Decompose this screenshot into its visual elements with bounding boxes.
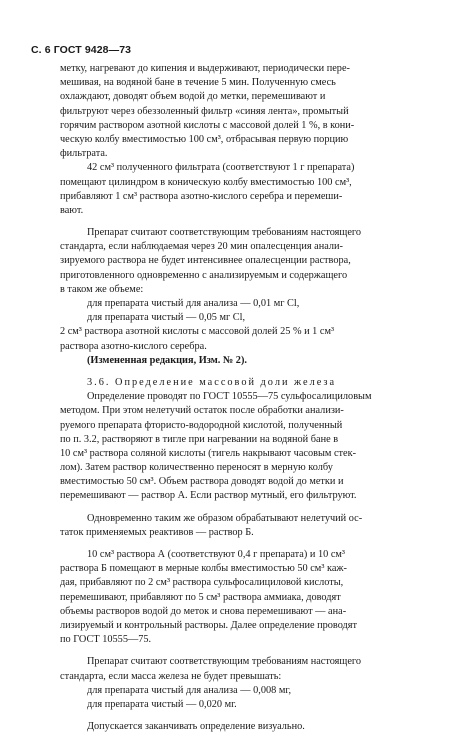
text-line: для препарата чистый — 0,05 мг Cl, <box>87 312 246 324</box>
text-line: зируемого раствора не будет интенсивнее опалесценции раствора, <box>60 255 351 267</box>
text-line: стандарта, если масса железа не будет превышать: <box>60 670 282 682</box>
text-line: прибавляют 1 см³ раствора азотно-кислого серебра и перемеши- <box>60 190 343 202</box>
text-line: стандарта, если наблюдаемая через 20 мин опалесценция анали- <box>60 241 343 253</box>
text-line: объемы растворов водой до меток и снова перемешивают — ана- <box>60 605 347 617</box>
text-line: ческую колбу вместимостью 100 см³, отбрасывая первую порцию <box>60 133 349 145</box>
text-line: раствора азотно-кислого серебра. <box>60 340 207 352</box>
text-line: 2 см³ раствора азотной кислоты с массовой долей 25 % и 1 см³ <box>60 326 335 338</box>
page-header <box>31 44 131 56</box>
paragraph-gap <box>60 540 432 548</box>
text-line: для препарата чистый для анализа — 0,01 мг Cl, <box>87 298 300 309</box>
page-number: С. 6 <box>31 44 51 56</box>
text-line: Определение проводят по ГОСТ 10555—75 сульфосалициловым <box>87 391 372 403</box>
text-line: горячим раствором азотной кислоты с массовой долей 1 %, в кони- <box>60 119 355 131</box>
paragraph-gap <box>60 712 432 720</box>
text-line: методом. При этом нелетучий остаток после обработки анализи- <box>60 405 344 417</box>
text-line: Допускается заканчивать определение визуально. <box>87 721 305 733</box>
text-line: по ГОСТ 10555—75. <box>60 634 152 646</box>
paragraph-gap <box>60 218 432 226</box>
text-line: метку, нагревают до кипения и выдерживают, периодически пере- <box>60 63 350 74</box>
text-line: лом). Затем раствор количественно переносят в мерную колбу <box>60 462 333 474</box>
body-text <box>60 62 432 734</box>
text-line: руемого препарата фтористо-водородной кислотой, полученный <box>60 419 343 431</box>
text-line: раствора Б помещают в мерные колбы вместимостью 50 см³ каж- <box>60 563 347 575</box>
text-line: 10 см³ раствора А (соответствуют 0,4 г препарата) и 10 см³ <box>87 549 345 560</box>
text-line: Препарат считают соответствующим требованиям настоящего <box>87 656 362 668</box>
text-line: дая, прибавляют по 2 см³ раствора сульфосалициловой кислоты, <box>60 577 344 589</box>
text-line: лизируемый и контрольный растворы. Далее определение проводят <box>60 619 358 631</box>
text-line: 10 см³ раствора соляной кислоты (тигель накрывают часовым стек- <box>60 447 357 459</box>
text-line: в таком же объеме: <box>60 283 144 295</box>
text-line: перемешивают, прибавляют по 5 см³ раствора аммиака, доводят <box>60 591 341 603</box>
text-line: приготовленного одновременно с анализируемым и содержащего <box>60 269 348 281</box>
text-line: таток применяемых реактивов — раствор Б. <box>60 526 254 538</box>
text-line: 42 см³ полученного фильтрата (соответствуют 1 г препарата) <box>87 162 355 174</box>
paragraph-gap <box>60 368 432 376</box>
text-line: вместимостью 50 см³. Объем раствора доводят водой до метки и <box>60 476 344 488</box>
text-line: помещают цилиндром в коническую колбу вместимостью 100 см³, <box>60 176 352 188</box>
text-line: охлаждают, доводят объем водой до метки, перемешивают и <box>60 91 326 103</box>
text-line: Одновременно таким же образом обрабатывают нелетучий ос- <box>87 512 363 524</box>
text-line: фильтрата. <box>60 148 108 160</box>
text-line: перемешивают — раствор А. Если раствор мутный, его фильтруют. <box>60 490 357 502</box>
paragraph-gap <box>60 647 432 655</box>
text-line: Препарат считают соответствующим требованиям настоящего <box>87 227 362 239</box>
text-line: (Измененная редакция, Изм. № 2). <box>87 354 247 366</box>
text-line: 3.6. Определение массовой доли железа <box>87 376 337 388</box>
text-line: вают. <box>60 204 84 216</box>
text-line: фильтруют через обеззоленный фильтр «синяя лента», промытый <box>60 105 349 117</box>
paragraph-gap <box>60 504 432 512</box>
text-line: для препарата чистый для анализа — 0,008 мг, <box>87 684 292 696</box>
standard-code: ГОСТ 9428—73 <box>53 44 132 56</box>
text-line: для препарата чистый — 0,020 мг. <box>87 698 237 710</box>
text-line: по п. 3.2, растворяют в тигле при нагревании на водяной бане в <box>60 433 339 445</box>
text-line: мешивая, на водяной бане в течение 5 мин. Полученную смесь <box>60 77 336 89</box>
